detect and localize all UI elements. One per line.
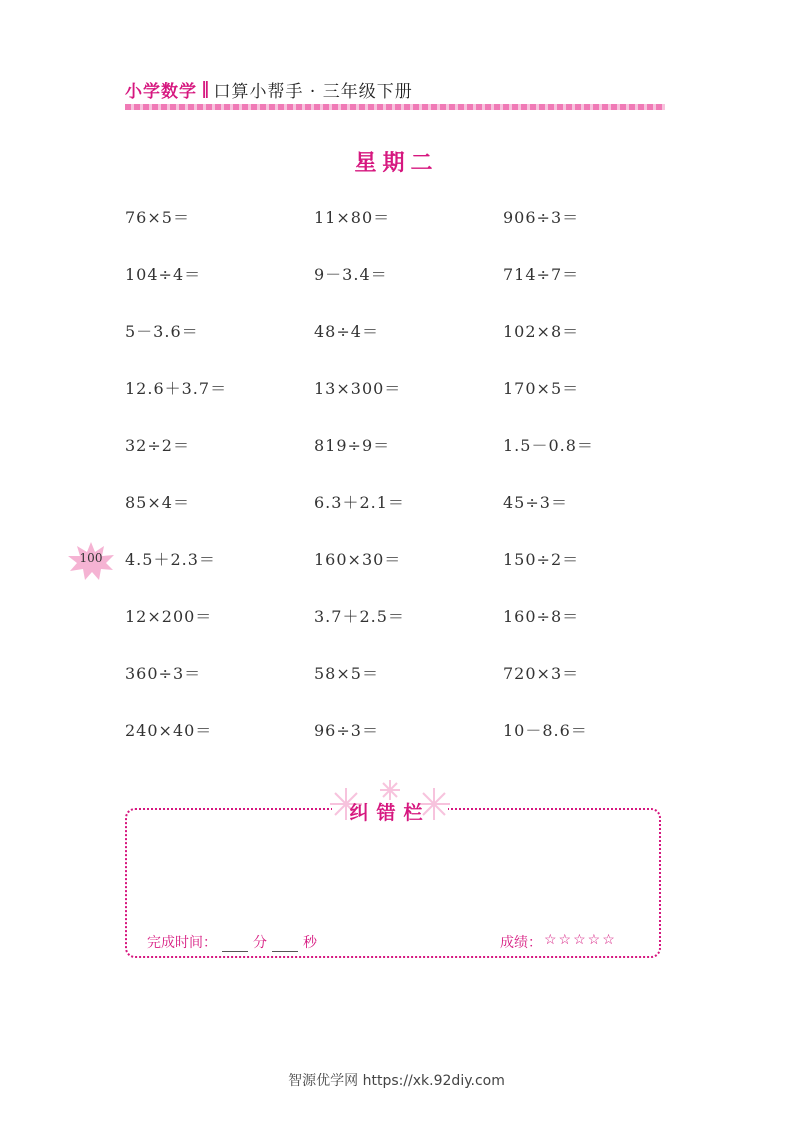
page-number: 100: [79, 551, 103, 565]
problem-item: 12.6＋3.7＝: [125, 379, 228, 398]
score-label: 成绩：: [500, 935, 542, 951]
day-title: 星期二: [354, 150, 439, 176]
problem-item: 906÷3＝: [503, 208, 580, 227]
problem-item: 102×8＝: [503, 322, 580, 341]
star-rating-icon[interactable]: ☆☆☆☆☆: [544, 932, 617, 948]
seconds-label: 秒: [303, 935, 317, 951]
problem-item: 160×30＝: [314, 550, 402, 569]
score: [500, 932, 617, 952]
problem-item: 160÷8＝: [503, 607, 580, 626]
problem-item: 96÷3＝: [314, 721, 379, 740]
problem-item: 1.5－0.8＝: [503, 436, 594, 455]
problem-item: 6.3＋2.1＝: [314, 493, 405, 512]
series-title: 小学数学: [125, 81, 197, 102]
page-header: [125, 76, 665, 102]
book-subtitle: 口算小帮手 · 三年级下册: [213, 81, 413, 102]
seconds-blank[interactable]: [272, 935, 298, 952]
problem-item: 360÷3＝: [125, 664, 202, 683]
correction-box-title: 纠错栏: [349, 802, 431, 824]
watermark: 智源优学网 https://xk.92diy.com: [288, 1073, 505, 1089]
problem-item: 32÷2＝: [125, 436, 190, 455]
minutes-blank[interactable]: [222, 935, 248, 952]
problem-grid: [125, 205, 685, 775]
problem-item: 170×5＝: [503, 379, 580, 398]
problem-item: 714÷7＝: [503, 265, 580, 284]
problem-item: 9－3.4＝: [314, 265, 388, 284]
time-label: 完成时间：: [147, 935, 217, 951]
problem-item: 58×5＝: [314, 664, 379, 683]
problem-item: 11×80＝: [314, 208, 391, 227]
problem-item: 76×5＝: [125, 208, 190, 227]
problem-item: 240×40＝: [125, 721, 213, 740]
problem-item: 12×200＝: [125, 607, 213, 626]
problem-item: 5－3.6＝: [125, 322, 199, 341]
problem-item: 104÷4＝: [125, 265, 202, 284]
problem-item: 819÷9＝: [314, 436, 391, 455]
problem-item: 10－8.6＝: [503, 721, 588, 740]
problem-item: 48÷4＝: [314, 322, 379, 341]
header-separator: ‖: [201, 79, 210, 99]
problem-item: 13×300＝: [314, 379, 402, 398]
problem-item: 150÷2＝: [503, 550, 580, 569]
header-rule: [125, 104, 665, 110]
problem-item: 45÷3＝: [503, 493, 568, 512]
completion-time: [147, 932, 317, 952]
minutes-label: 分: [253, 935, 267, 951]
problem-item: 4.5＋2.3＝: [125, 550, 216, 569]
problem-item: 720×3＝: [503, 664, 580, 683]
problem-item: 3.7＋2.5＝: [314, 607, 405, 626]
problem-item: 85×4＝: [125, 493, 190, 512]
